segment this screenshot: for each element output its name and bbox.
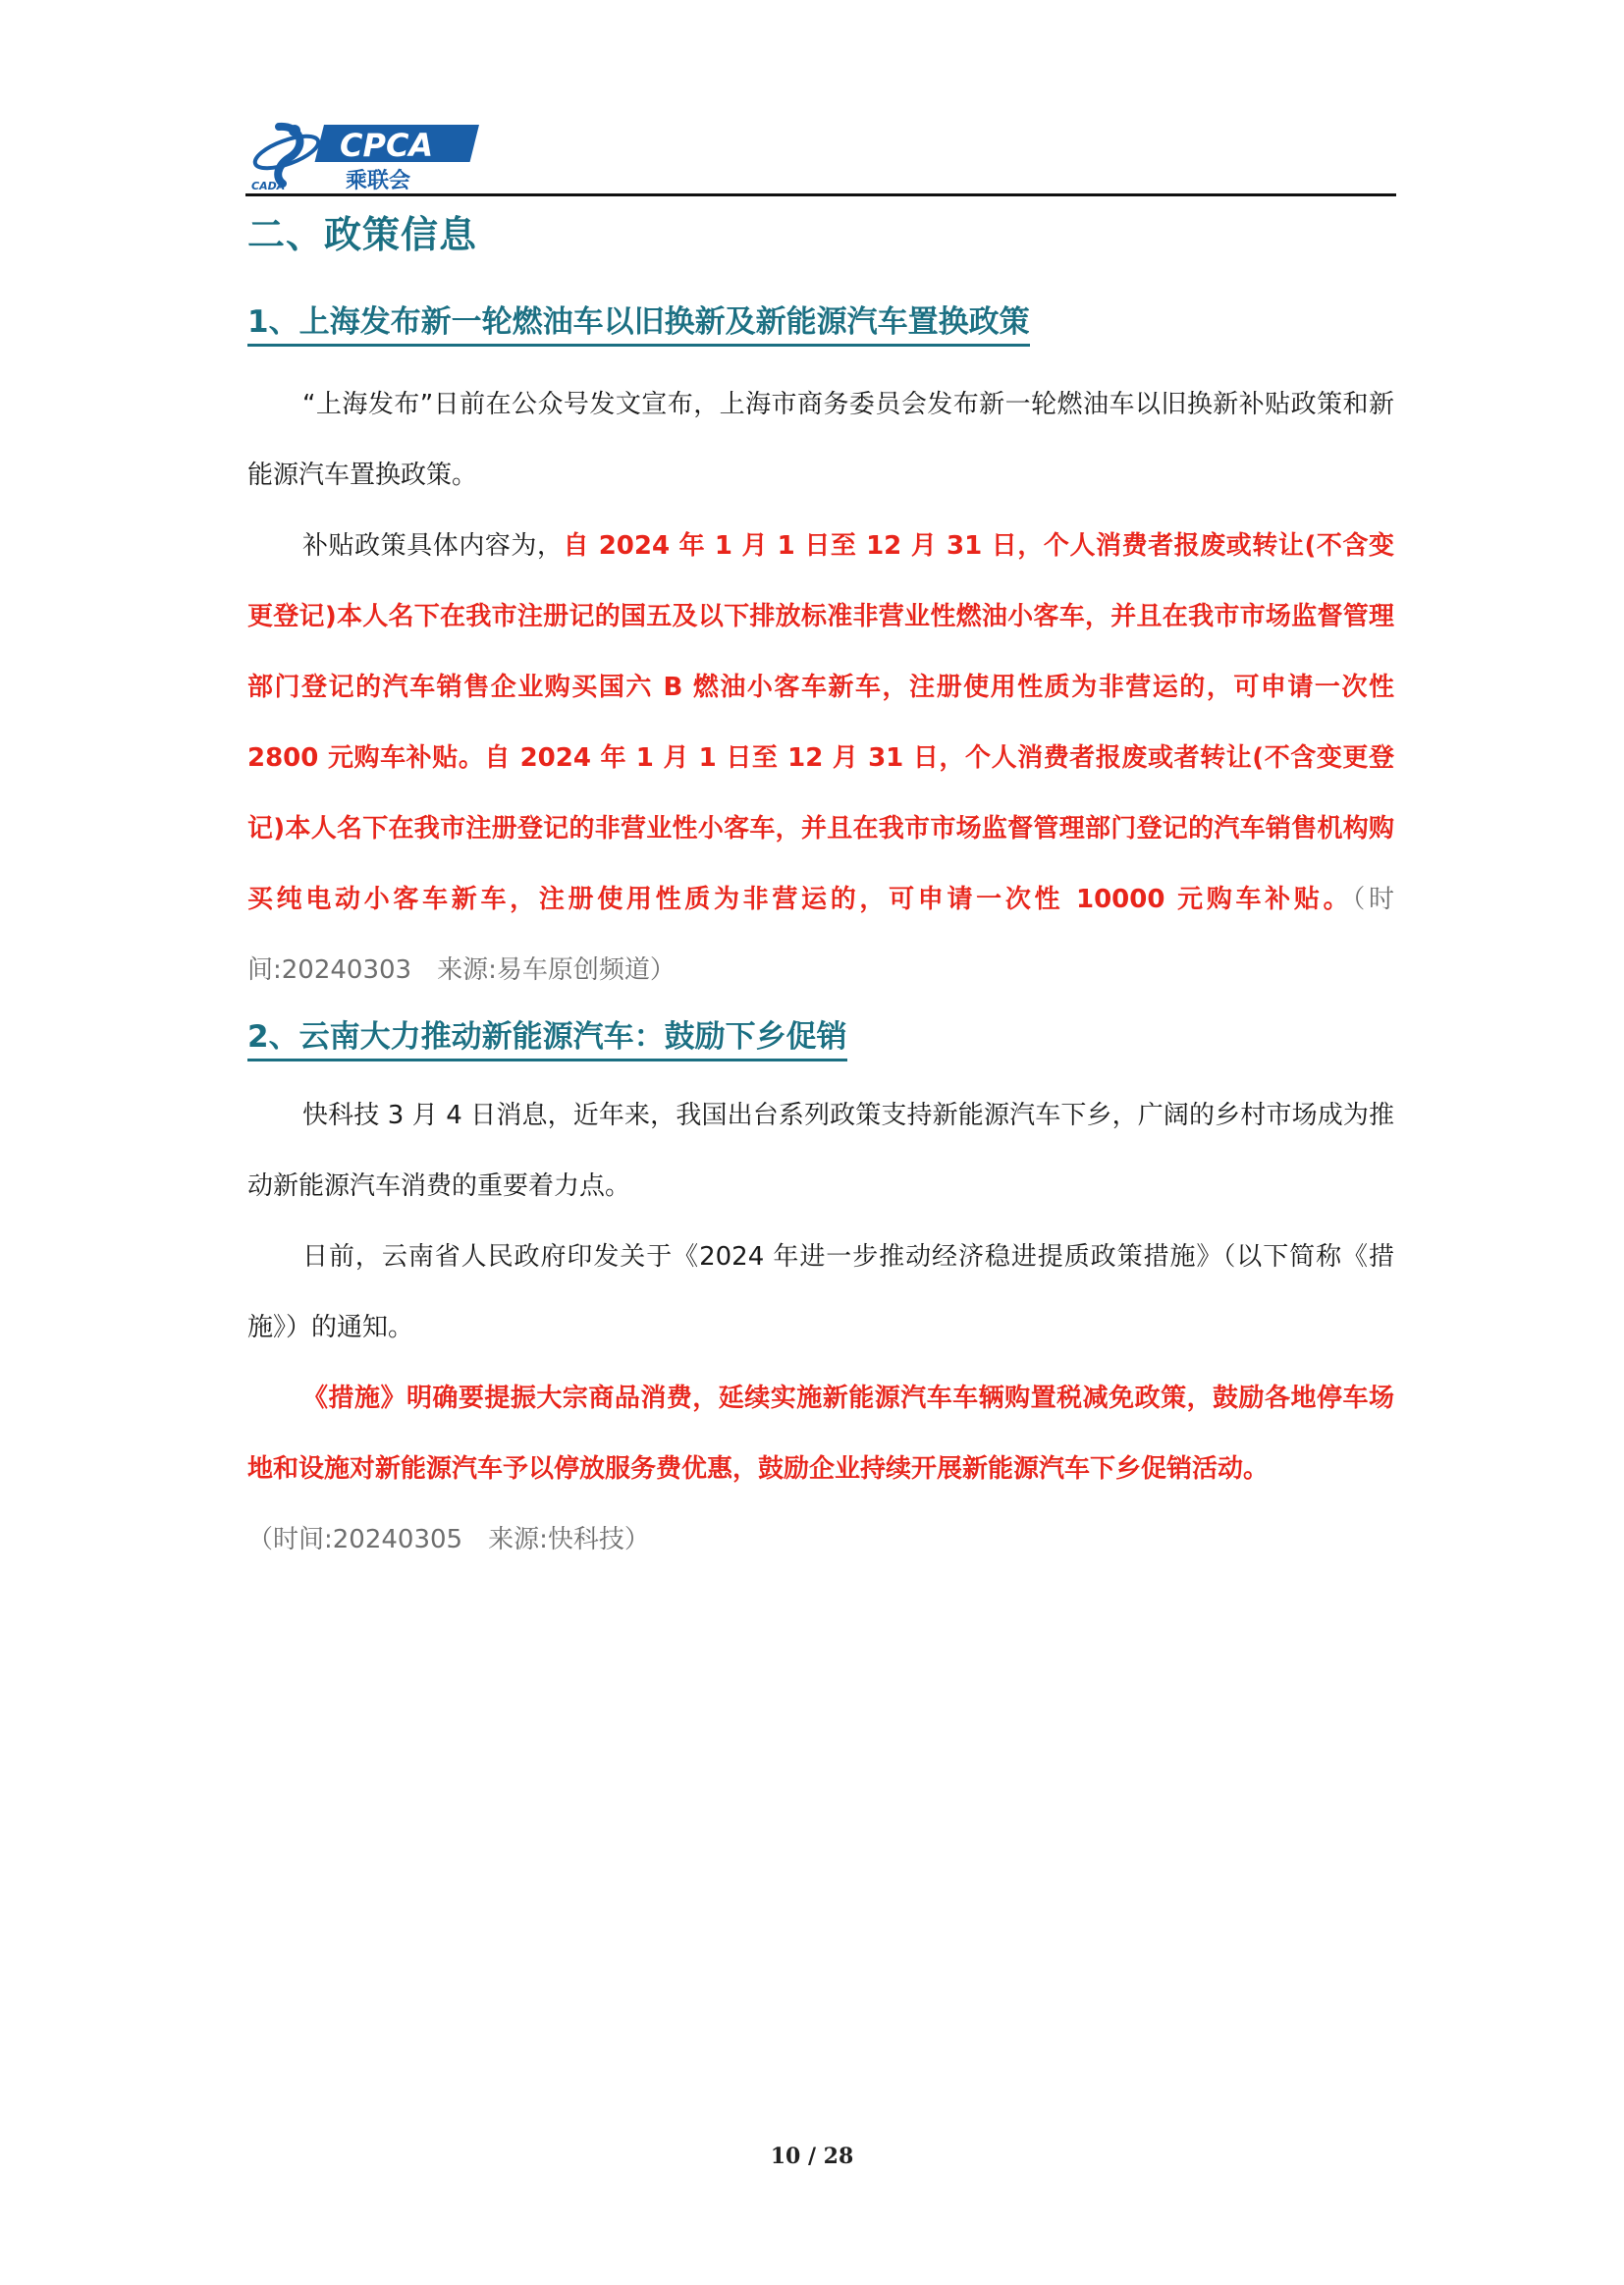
article-2-paragraph-3: 《措施》明确要提振大宗商品消费，延续实施新能源汽车车辆购置税减免政策，鼓励各地停车场地和设施对新能源汽车予以停放服务费优惠，鼓励企业持续开展新能源汽车下乡促销活动。 [247, 1384, 1394, 1484]
header-rule [245, 193, 1396, 196]
article-2-paragraph-2: 日前，云南省人民政府印发关于《2024 年进一步推动经济稳进提质政策措施》（以下简称《措施》）的通知。 [247, 1242, 1394, 1342]
logo-sub-text: 乘联会 [346, 169, 411, 191]
article-2-source: （时间:20240305 来源:快科技） [247, 1525, 650, 1554]
page-number: 10 / 28 [770, 2144, 854, 2169]
article-1-paragraph-2 [247, 511, 1394, 1006]
logo-mark-text: CADA [251, 180, 286, 191]
article-1-lead: 补贴政策具体内容为， [302, 531, 564, 561]
cada-globe-icon [251, 125, 322, 191]
article-1-title: 1、上海发布新一轮燃油车以旧换新及新能源汽车置换政策 [247, 302, 1030, 347]
article-1-source: （时间:20240303 来源:易车原创频道） [247, 885, 1394, 985]
section-title: 二、政策信息 [247, 213, 478, 256]
article-1-subsidy-detail: 自 2024 年 1 月 1 日至 12 月 31 日，个人消费者报废或转让(不含变更登记)本人名下在我市注册记的国五及以下排放标准非营业性燃油小客车，并且在我市市场监督管理部门登记的汽车销售企业购买国六 B 燃油小客车新车，注册使用性质为非营运的，可申请一次性 2800 元购车补贴。自 2024 年 1 月 1 日至 12 月 31 日，个人消费者报废或者转让(不含变更登记)本人名下在我市注册登记的非营业性小客车，并且在我市市场监督管理部门登记的汽车销售机构购买纯电动小客车新车，注册使用性质为非营运的，可申请一次性 10000 元购车补贴。 [247, 531, 1394, 914]
logo-text: CPCA [340, 127, 434, 164]
cpca-logo [249, 117, 485, 191]
article-2-title: 2、云南大力推动新能源汽车：鼓励下乡促销 [247, 1017, 847, 1061]
page-header [245, 113, 1396, 193]
article-2-paragraph-1: 快科技 3 月 4 日消息，近年来，我国出台系列政策支持新能源汽车下乡，广阔的乡村市场成为推动新能源汽车消费的重要着力点。 [247, 1101, 1394, 1201]
article-1-paragraph-1: “上海发布”日前在公众号发文宣布，上海市商务委员会发布新一轮燃油车以旧换新补贴政策和新能源汽车置换政策。 [247, 390, 1394, 490]
